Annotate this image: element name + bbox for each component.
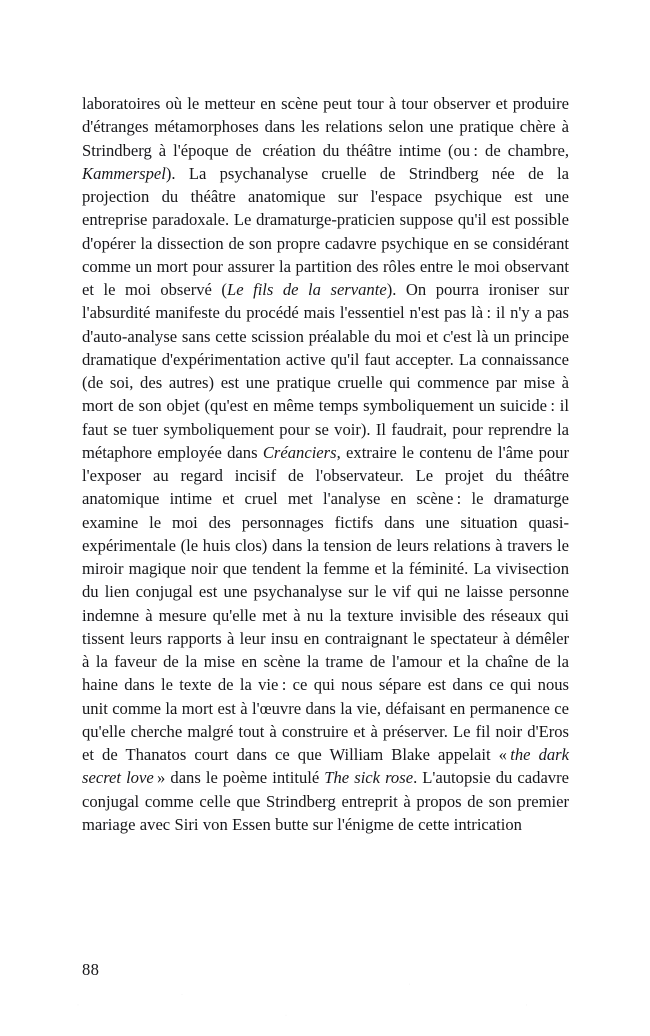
- page-number-folio: 88: [82, 960, 100, 979]
- italic-title: The sick rose: [324, 768, 414, 788]
- italic-title: Créanciers: [262, 442, 337, 462]
- page-text-block: [82, 92, 569, 836]
- italic-title: the dark secret love: [82, 745, 569, 788]
- italic-title: Le fils de la servante: [226, 280, 387, 299]
- body-paragraph: laboratoires où le metteur en scène peut tour à tour observer et produire d'étranges métamorphoses dans les relations selon une pratique chère à Strindberg à l'époque de création du théâtre intime (ou : de chambre, Kammerspel). La psychanalyse cruelle de Strindberg née de la projection du théâtre anatomique sur l'espace psychique est une entreprise paradoxale. Le dramaturge-praticien suppose qu'il est possible d'opérer la dissection de son propre cadavre psychique en se considérant comme un mort pour assurer la partition des rôles entre le moi observant et le moi observé (Le fils de la servante). On pourra ironiser sur l'absurdité manifeste du procédé mais l'essentiel n'est pas là : il n'y a pas d'auto-analyse sans cette scission préalable du moi et c'est là un principe dramatique d'expérimentation active qu'il faut accepter. La connaissance (de soi, des autres) est une pratique cruelle qui commence par mise à mort de son objet (qu'est en même temps symboliquement un suicide : il faut se tuer symboliquement pour se voir). Il faudrait, pour reprendre la métaphore employée dans Créanciers, extraire le contenu de l'âme pour l'exposer au regard incisif de l'observateur. Le projet du théâtre anatomique intime et cruel met l'analyse en scène : le dramaturge examine le moi des personnages fictifs dans une situation quasi-expérimentale (le huis clos) dans la tension de leurs relations à travers le miroir magique noir que tendent la femme et la féminité. La vivisection du lien conjugal est une psychanalyse sur le vif qui ne laisse personne indemne à mesure qu'elle met à nu la texture invisible des réseaux qui tissent leurs rapports à leur insu en contraignant le spectateur à démêler à la faveur de la mise en scène la trame de l'amour et la chaîne de la haine dans le texte de la vie : ce qui nous sépare est dans ce qui nous unit comme la mort est à l'œuvre dans la vie, défaisant en permanence ce qu'elle cherche malgré tout à construire et à préserver. Le fil noir d'Eros et de Thanatos court dans ce que William Blake appelait « the dark secret love » dans le poème intitulé The sick rose. L'autopsie du cadavre conjugal comme celle que Strindberg entreprit à propos de son premier mariage avec Siri von Essen butte sur l'énigme de cette intrication: [82, 94, 569, 834]
- italic-title: Kammerspel: [82, 163, 166, 183]
